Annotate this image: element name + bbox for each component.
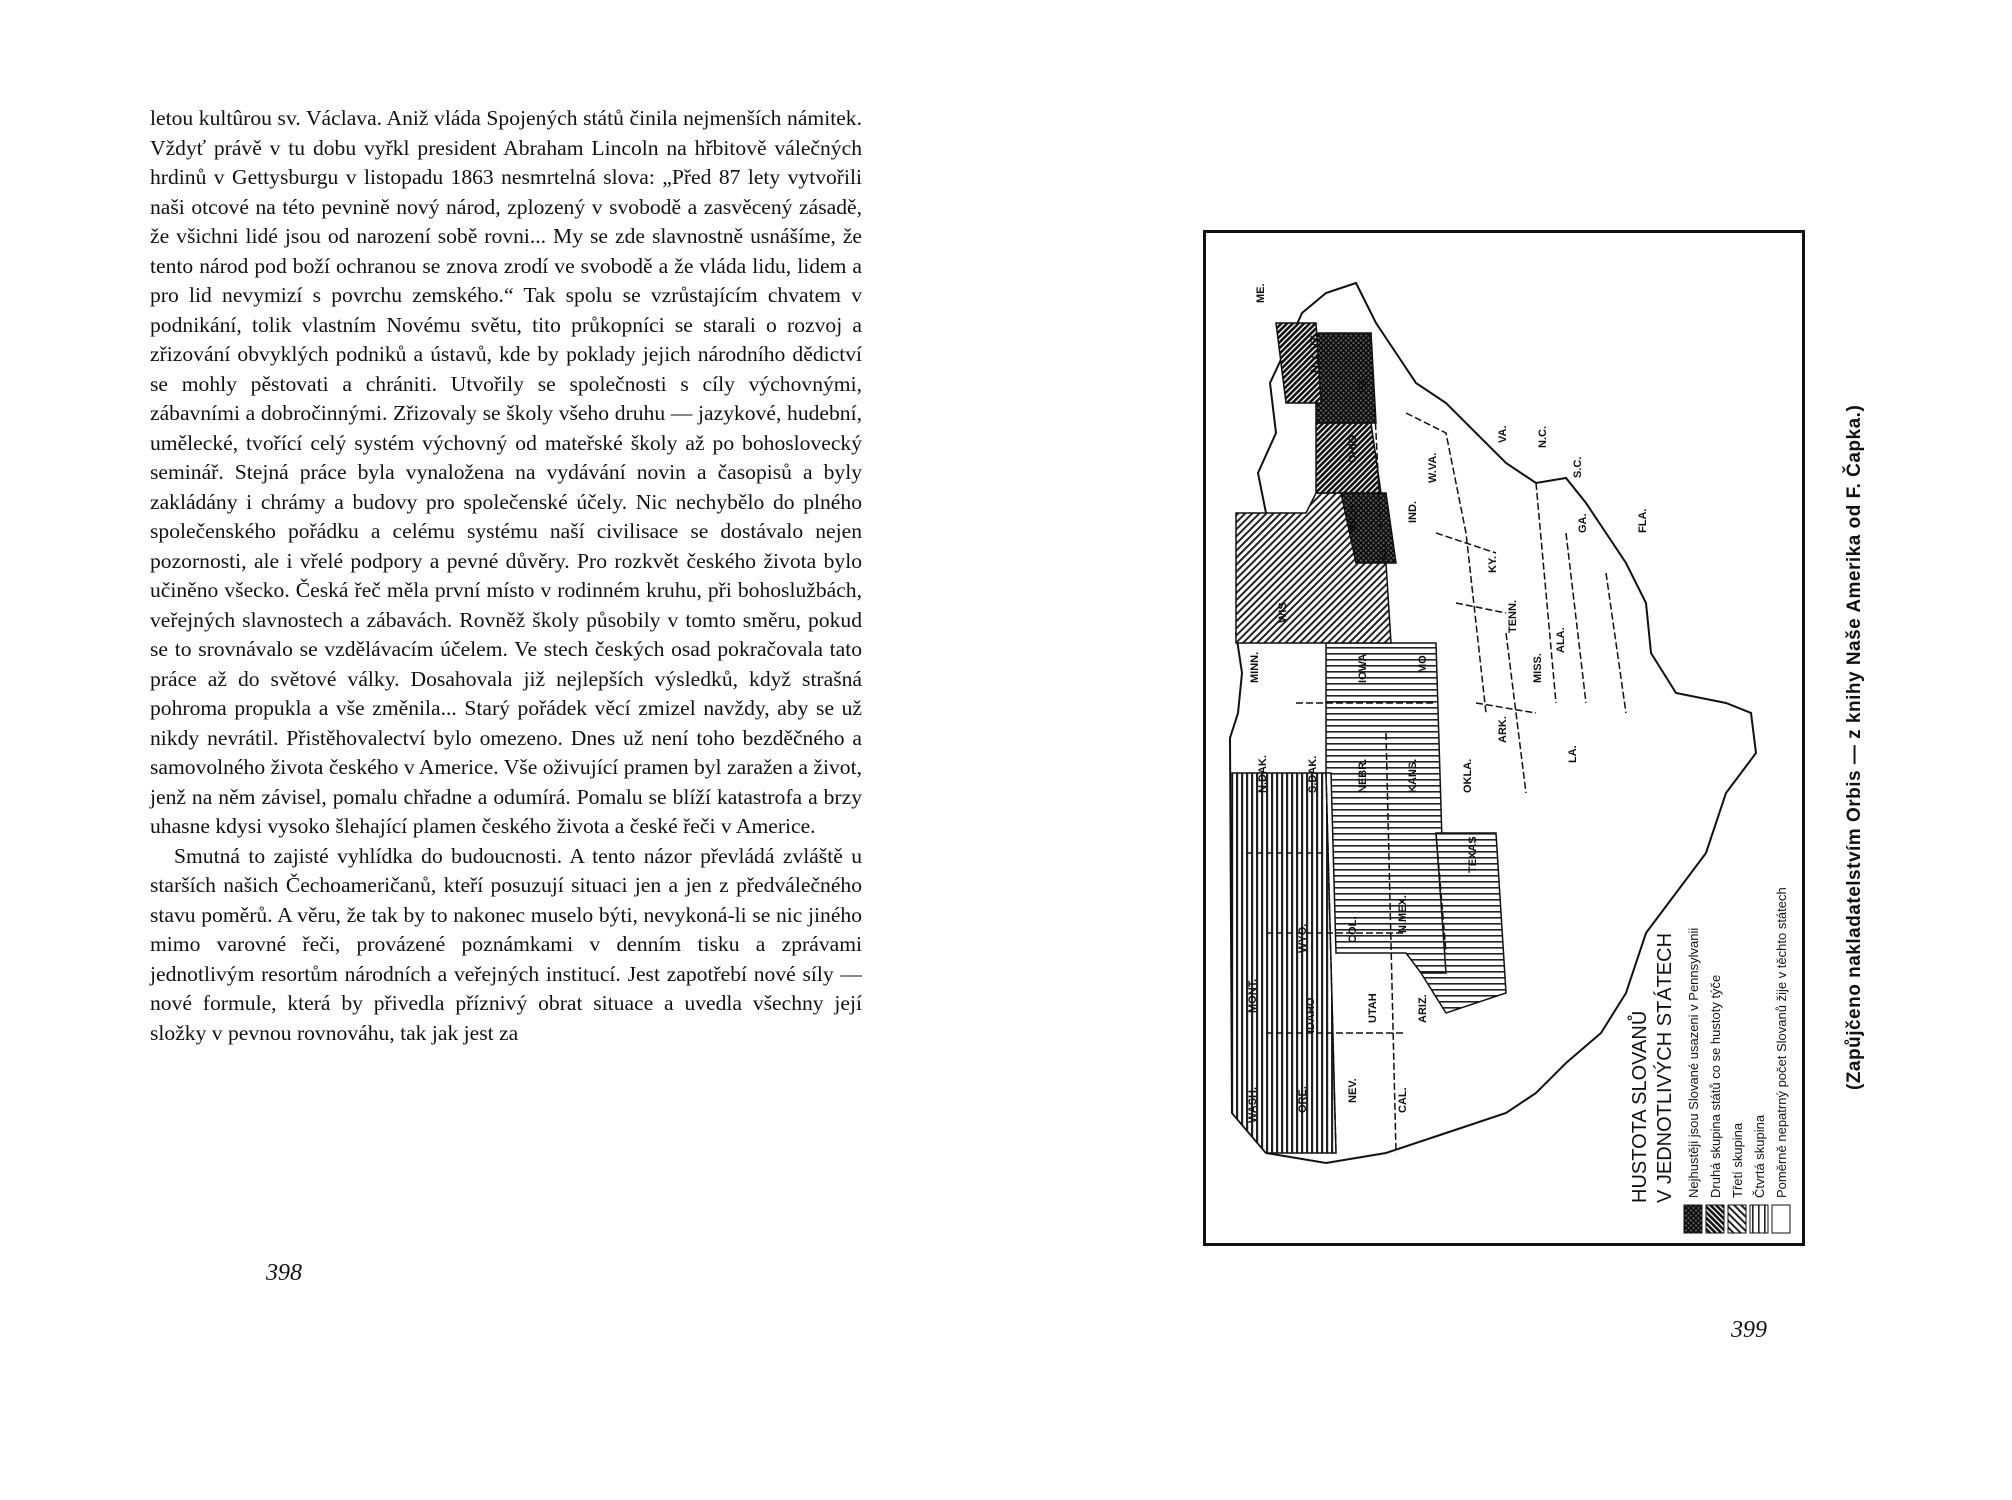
state-plains-group [1326, 643, 1446, 973]
state-label-va: VA. [1497, 425, 1509, 443]
state-label-minn: MINN. [1249, 651, 1261, 683]
state-label-mont: MONT. [1247, 978, 1259, 1013]
state-label-ky: KY. [1487, 555, 1499, 573]
state-label-texas: TEXAS [1467, 836, 1479, 873]
state-label-la: LA. [1567, 745, 1579, 763]
state-label-nev: NEV. [1347, 1078, 1359, 1103]
state-label-cal: CAL. [1397, 1087, 1409, 1113]
legend-swatch-4 [1750, 1205, 1768, 1233]
legend-item-2: Druhá skupina států co se hustoty týče [1708, 974, 1723, 1198]
state-label-ark: ARK. [1497, 716, 1509, 743]
legend-swatch-2 [1706, 1205, 1724, 1233]
state-label-tenn: TENN. [1507, 600, 1519, 633]
state-label-ariz: ARIZ. [1417, 994, 1429, 1023]
state-label-nc: N.C. [1537, 426, 1549, 448]
state-label-idaho: IDAHO [1305, 997, 1317, 1033]
state-label-utah: UTAH [1367, 993, 1379, 1023]
state-label-ny: N.Y. VT. [1309, 333, 1321, 373]
legend-item-1: Nejhustěji jsou Slované usazeni v Pennsylvanii [1686, 927, 1701, 1198]
state-label-col: COL. [1347, 916, 1359, 943]
state-label-ala: ALA. [1555, 627, 1567, 653]
legend-item-5: Poměrně nepatrný počet Slovanů žije v těchto státech [1774, 887, 1789, 1198]
state-label-ore: ORE. [1297, 1086, 1309, 1113]
state-label-pa: PA [1357, 378, 1369, 393]
state-label-ga: GA. [1577, 513, 1589, 533]
legend-swatch-1 [1684, 1205, 1702, 1233]
page-number-left: 398 [266, 1260, 302, 1286]
map-illustration [1206, 233, 1805, 1246]
state-label-ind: IND. [1407, 501, 1419, 523]
state-label-fla: FLA. [1637, 508, 1649, 533]
state-label-ndak: N.DAK. [1257, 755, 1269, 793]
slavic-density-map [1203, 230, 1805, 1246]
state-label-wis: WIS. [1277, 599, 1289, 623]
legend-item-3: Třetí skupina [1730, 1122, 1745, 1198]
state-label-ohio: OHIO [1347, 434, 1359, 463]
state-label-mich: MICH. [1347, 501, 1359, 533]
legend-title-line2: V JEDNOTLIVÝCH STÁTECH [1654, 932, 1676, 1203]
state-label-okla: OKLA. [1462, 758, 1474, 793]
page-number-right: 399 [1731, 1317, 1767, 1343]
map-caption: (Zapůjčeno nakladatelstvím Orbis — z knihy Naše Amerika od F. Čapka.) [1844, 404, 1865, 1090]
paragraph-1: letou kultûrou sv. Václava. Aniž vláda Spojených států činila nejmenších námitek. Vždyť právě v tu dobu vyřkl president Abraham Lincoln na hřbitově válečných hrdinů v Gettysburgu v listopadu 1863 nesmrtelná slova: „Před 87 lety vytvořili naši otcové na této pevnině nový národ, zplozený v svobodě a zasvěcený zásadě, že všichni lidé jsou od narození sobě rovni... My se zde slavnostně usnášíme, že tento národ pod boží ochranou se znova zrodí ve svobodě a že vláda lidu, lidem a pro lid nevymizí s povrchu zemského.“ Tak spolu se vzrůstajícím chvatem v podnikání, tolik vlastním Novému světu, tito průkopníci se starali o rozvoj a zřizování obvyklých podniků a ústavů, kde by poklady jejich národního dědictví se mohly pěstovati a chrániti. Utvořily se společnosti s cíly výchovnými, zábavními a dobročinnými. Zřizovaly se školy všeho druhu — jazykové, hudební, umělecké, tvořící celý systém výchovný od mateřské školy až po bohoslovecký seminář. Stejná práce byla vynaložena na vydávání novin a časopisů a byly zakládány i chrámy a budovy pro společenské účely. Nic nechybělo do plného společenského pořádku a celému systému naší civilisace se dostávalo nejen pozornosti, ale i vřelé podpory a pevné důvěry. Pro rozkvět českého života bylo učiněno všecko. Česká řeč měla první místo v rodinném kruhu, při bohoslužbách, veřejných slavnostech a zábavách. Rovněž školy působily v tomto směru, pokud se to srovnávalo se vzdělávacím účelem. Ve stech českých osad pokračovala tato práce až do světové války. Dosahovala již nejlepších výsledků, když strašná pohroma propukla a vše změnila... Starý pořádek věcí zmizel navždy, aby se už nikdy nevrátil. Přistěhovalectví bylo omezeno. Dnes už není toho bezděčného a samovolného života českého v Americe. Vše oživující pramen byl zaražen a život, jenž na něm závisel, pomalu chřadne a odumírá. Pomalu se blíží katastrofa a brzy uhasne kdysi vysoko šlehající plamen českého života a české řeči v Americe. [150, 106, 862, 838]
state-label-kans: KANS. [1407, 758, 1419, 793]
state-label-miss: MISS. [1532, 653, 1544, 683]
state-label-ill: ILL. [1377, 543, 1389, 563]
state-label-wash: WASH. [1247, 1086, 1259, 1123]
state-label-nmex: N.MEX. [1397, 895, 1409, 933]
state-label-sc: S.C. [1572, 456, 1584, 478]
state-label-sdak: S.DAK. [1307, 755, 1319, 793]
state-label-wva: W.VA. [1427, 452, 1439, 483]
paragraph-2: Smutná to zajisté vyhlídka do budoucnosti. A tento názor převládá zvláště u starších našich Čechoameričanů, kteří posuzují situaci jen a jen z předválečného stavu poměrů. A věru, že tak by to nakonec muselo býti, nevykoná-li se nic jiného mimo varovné řeči, provázené poznámkami v denním tisku a zprávami jednotlivým resortům národních a veřejných institucí. Jest zapotřebí nové síly — nové formule, která by přivedla příznivý obrat situace a uvedla všechny její složky v pevnou rovnováhu, tak jak jest za [150, 843, 862, 1045]
state-pennsylvania [1316, 333, 1376, 423]
legend-swatch-3 [1728, 1205, 1746, 1233]
state-label-iowa: IOWA [1357, 653, 1369, 683]
state-label-wyo: WYO. [1297, 923, 1309, 953]
legend-item-4: Čtvrtá skupina [1752, 1114, 1767, 1198]
legend-swatch-5 [1772, 1205, 1790, 1233]
legend-title-line1: HUSTOTA SLOVANŮ [1629, 1010, 1651, 1203]
state-label-nebr: NEBR. [1357, 758, 1369, 793]
state-label-mo: MO. [1417, 652, 1429, 673]
state-label-me: ME. [1255, 283, 1267, 303]
left-page [150, 104, 862, 1048]
